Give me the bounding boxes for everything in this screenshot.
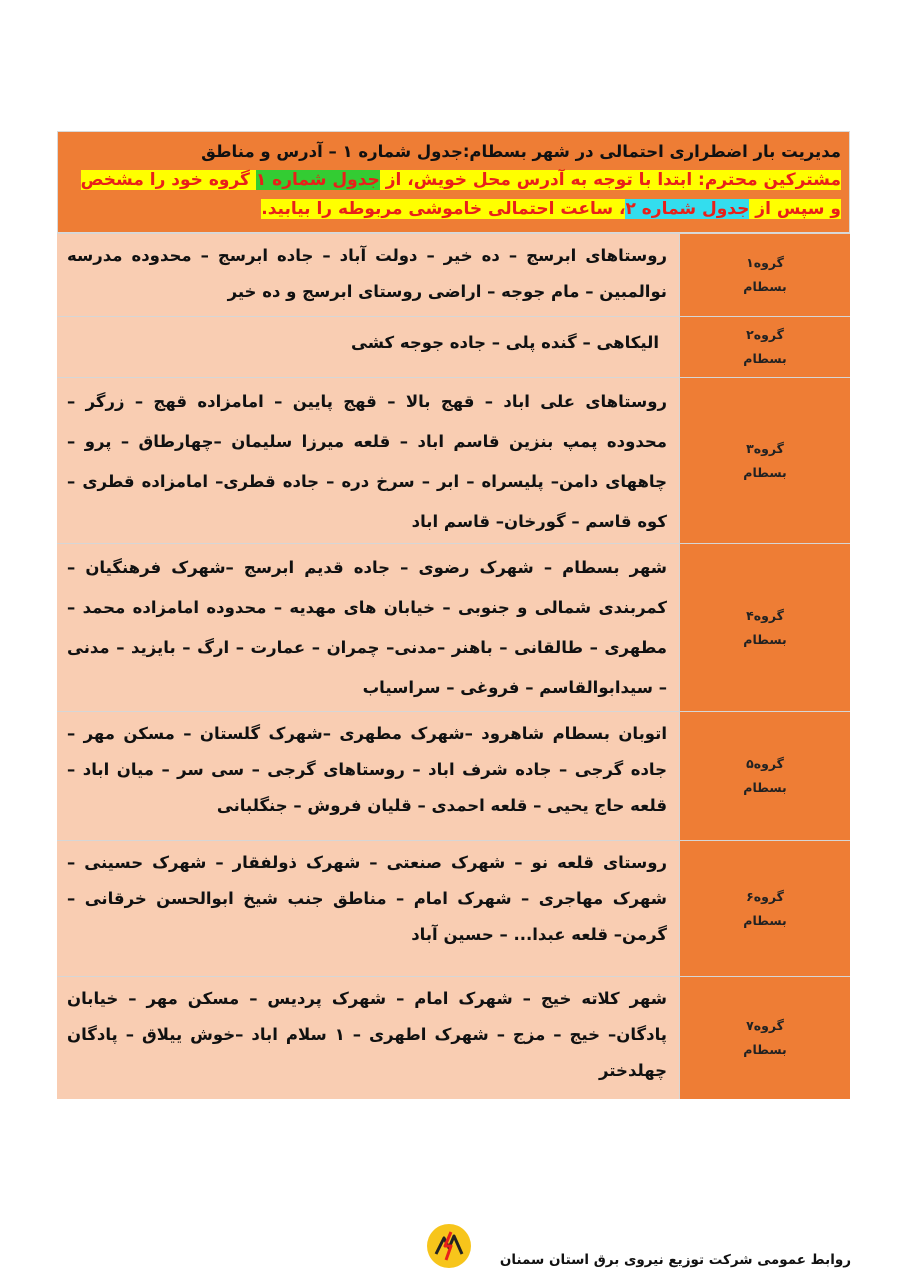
notice-table2: جدول شماره ۲: [625, 199, 750, 219]
group-cell: [679, 977, 850, 1099]
areas-cell: اتوبان بسطام شاهرود –شهرک مطهری –شهرک گلستان – مسکن مهر – جاده گرجی – جاده شرف اباد – روستاهای گرجی – سی سر – میان اباد –قلعه حاج یحیی – قلعه احمدی – قلیان فروش – جنگلبانی: [57, 712, 679, 840]
group-city: بسطام: [743, 631, 787, 647]
notice-text: [66, 166, 841, 224]
group-name: گروه۷: [746, 1018, 784, 1033]
notice-prefix: مشترکین محترم: ابتدا: [657, 170, 841, 190]
group-city: بسطام: [743, 780, 787, 795]
notice-part3: گروه خود را مشخص و سپس از: [80, 170, 841, 219]
areas-cell: شهر بسطام – شهرک رضوی – جاده قدیم ابرسج –شهرک فرهنگیان – کمربندی شمالی و جنوبی – خیابان های مهدیه – محدوده امامزاده محمد – مطهری – طالقانی – باهنر –مدنی– چمران – عمارت – ارگ – بایزید – مدنی – سیدابوالقاسم – فروغی – سراسیاب: [57, 544, 679, 711]
table-row: [57, 840, 850, 976]
group-name: گروه۴: [746, 607, 784, 623]
load-management-table: [57, 131, 850, 1099]
group-cell: [679, 544, 850, 711]
notice-part4: ، ساعت احتمالی خاموشی مربوطه را بیابید.: [261, 199, 626, 219]
table-row: [57, 377, 850, 543]
table-row: [57, 543, 850, 711]
group-name: گروه۵: [746, 756, 784, 771]
table-row: [57, 316, 850, 377]
areas-cell: شهر کلاته خیج – شهرک امام – شهرک پردیس – مسکن مهر – خیابان پادگان– خیج – مزج – شهرک اطهری – ۱ سلام اباد –خوش ییلاق – پادگان چهلدختر: [57, 977, 679, 1099]
page-title: مدیریت بار اضطراری احتمالی در شهر بسطام:جدول شماره ۱ – آدرس و مناطق: [201, 142, 841, 161]
table-header: [57, 131, 850, 233]
group-name: گروه۶: [746, 888, 784, 904]
group-name: گروه۱: [746, 255, 784, 270]
footer: [0, 1222, 905, 1272]
group-city: بسطام: [743, 279, 787, 294]
power-company-logo-icon: [427, 1224, 471, 1268]
areas-cell: الیکاهی – گنده پلی – جاده جوجه کشی: [57, 317, 679, 377]
notice-table1: جدول شماره ۱: [255, 170, 380, 190]
group-cell: [679, 317, 850, 377]
areas-cell: روستاهای علی اباد – قهج بالا – قهج پایین – امامزاده قهج – زرگر – محدوده پمپ بنزین قاسم اباد – قلعه میرزا سلیمان –چهارطاق – پرو – چاههای دامن– پلیسراه – ابر – سرخ دره – جاده قطری– امامزاده قطری – کوه قاسم – گورخان– قاسم اباد: [57, 378, 679, 543]
group-cell: [679, 378, 850, 543]
group-city: بسطام: [743, 351, 787, 366]
group-cell: [679, 712, 850, 840]
footer-text: روابط عمومی شرکت توزیع نیروی برق استان سمنان: [499, 1252, 851, 1268]
table-row: [57, 233, 850, 316]
areas-cell: روستاهای ابرسج – ده خیر – دولت آباد – جاده ابرسج – محدوده مدرسه نوالمبین – مام جوجه – اراضی روستای ابرسج و ده خیر: [57, 234, 679, 316]
group-cell: [679, 234, 850, 316]
group-city: بسطام: [743, 464, 787, 480]
group-cell: [679, 841, 850, 976]
areas-cell: روستای قلعه نو – شهرک صنعتی – شهرک ذولفقار – شهرک حسینی – شهرک مهاجری – شهرک امام – مناطق جنب شیخ ابوالحسن خرقانی – گرمن– قلعه عبدا... – حسین آباد: [57, 841, 679, 976]
table-row: [57, 711, 850, 840]
table-row: [57, 976, 850, 1099]
group-name: گروه۲: [746, 327, 784, 342]
group-city: بسطام: [743, 1042, 787, 1057]
group-name: گروه۳: [746, 440, 784, 456]
group-city: بسطام: [743, 912, 787, 928]
notice-part2: با توجه به آدرس محل خویش، از: [379, 170, 658, 190]
